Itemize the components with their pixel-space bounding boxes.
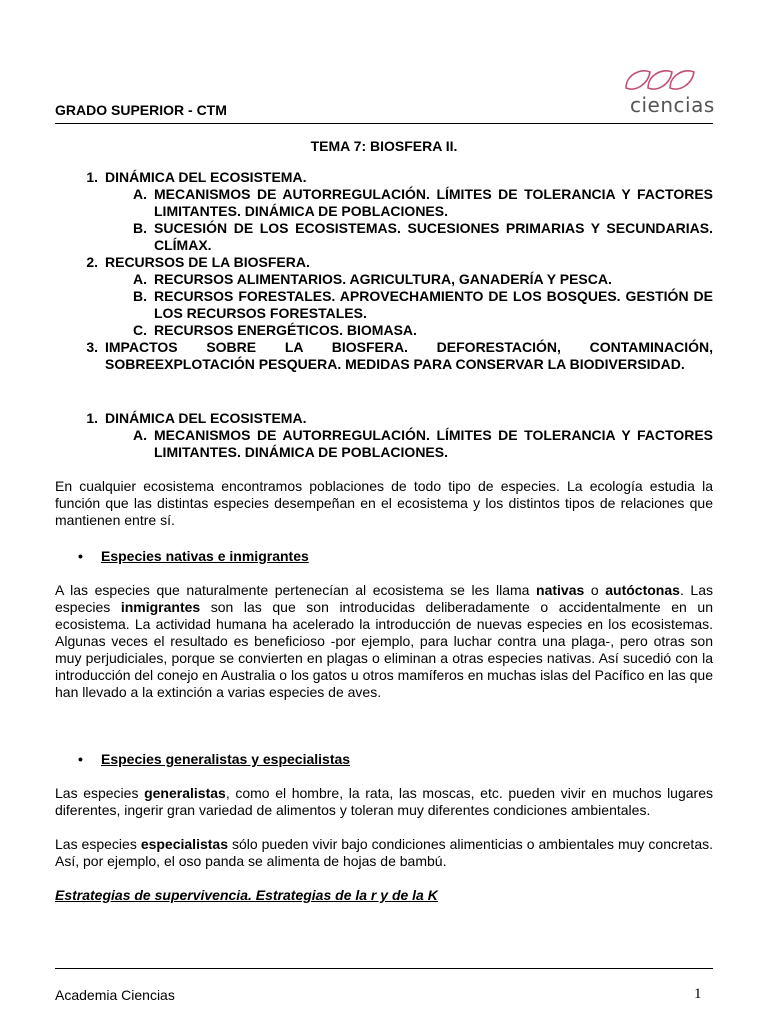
toc-num: 3. bbox=[86, 339, 98, 355]
text-run: sólo pueden vivir bajo condiciones alimenticias o ambientales muy concretas. Así, por ejemplo, el oso panda se alimenta de hojas de bambú. bbox=[55, 836, 713, 869]
section-heading bbox=[55, 410, 713, 427]
bullet-text: Especies generalistas y especialistas bbox=[101, 751, 351, 767]
section-text: DINÁMICA DEL ECOSISTEMA. bbox=[105, 410, 307, 426]
document-body bbox=[55, 138, 713, 904]
toc-item-3 bbox=[55, 339, 713, 373]
toc-text: RECURSOS DE LA BIOSFERA. bbox=[105, 254, 310, 270]
bold-term: nativas bbox=[536, 582, 585, 598]
text-run: o bbox=[584, 582, 606, 598]
toc-subitem-1b bbox=[55, 220, 713, 254]
toc-sub-text: MECANISMOS DE AUTORREGULACIÓN. LÍMITES DE TOLERANCIA Y FACTORES LIMITANTES. DINÁMICA DE POBLACIONES. bbox=[154, 186, 713, 219]
toc-sub-num: B. bbox=[133, 220, 147, 236]
bullet-heading-nativas bbox=[55, 548, 713, 565]
toc-subitem-2c bbox=[55, 322, 713, 339]
page-number: 1 bbox=[694, 986, 702, 1002]
paragraph-generalistas bbox=[55, 785, 713, 819]
bullet-icon: • bbox=[78, 548, 83, 564]
toc-num: 1. bbox=[86, 169, 98, 185]
section-sub-text: MECANISMOS DE AUTORREGULACIÓN. LÍMITES DE TOLERANCIA Y FACTORES LIMITANTES. DINÁMICA DE POBLACIONES. bbox=[154, 427, 713, 460]
toc-text: IMPACTOS SOBRE LA BIOSFERA. DEFORESTACIÓN, CONTAMINACIÓN, SOBREEXPLOTACIÓN PESQUERA. MEDIDAS PARA CONSERVAR LA BIODIVERSIDAD. bbox=[105, 339, 713, 372]
toc-sub-text: SUCESIÓN DE LOS ECOSISTEMAS. SUCESIONES PRIMARIAS Y SECUNDARIAS. CLÍMAX. bbox=[154, 220, 713, 253]
bold-term: autóctonas bbox=[605, 582, 680, 598]
text-run: . Las especies bbox=[55, 582, 713, 615]
bold-term: inmigrantes bbox=[120, 599, 201, 615]
toc bbox=[55, 169, 713, 373]
toc-subitem-2a bbox=[55, 271, 713, 288]
toc-num: 2. bbox=[86, 254, 98, 270]
toc-item-2 bbox=[55, 254, 713, 271]
section-num: 1. bbox=[86, 410, 98, 426]
strategies-heading: Estrategias de supervivencia. Estrategias de la r y de la K bbox=[55, 887, 438, 903]
page-title: TEMA 7: BIOSFERA II. bbox=[310, 138, 458, 154]
toc-sub-text: RECURSOS ALIMENTARIOS. AGRICULTURA, GANADERÍA Y PESCA. bbox=[154, 271, 612, 287]
bullet-text: Especies nativas e inmigrantes bbox=[101, 548, 309, 564]
text-run: , como el hombre, la rata, las moscas, etc. pueden vivir en muchos lugares diferentes, ingerir gran variedad de alimentos y toleran muy diferentes condiciones ambientales. bbox=[55, 785, 713, 818]
toc-text: DINÁMICA DEL ECOSISTEMA. bbox=[105, 169, 307, 185]
ciencias-logo bbox=[620, 66, 720, 118]
toc-sub-num: A. bbox=[133, 271, 147, 287]
header-label: GRADO SUPERIOR - CTM bbox=[55, 102, 227, 118]
footer-label: Academia Ciencias bbox=[55, 987, 175, 1003]
toc-sub-text: RECURSOS ENERGÉTICOS. BIOMASA. bbox=[154, 322, 417, 338]
intro-paragraph: En cualquier ecosistema encontramos poblaciones de todo tipo de especies. La ecología estudia la función que las distintas especies desempeñan en el ecosistema y los distintos tipos de relaciones que mantienen entre sí. bbox=[55, 478, 713, 528]
text-run: Las especies bbox=[55, 836, 141, 852]
toc-sub-text: RECURSOS FORESTALES. APROVECHAMIENTO DE LOS BOSQUES. GESTIÓN DE LOS RECURSOS FORESTALES. bbox=[154, 288, 713, 321]
section-subheading bbox=[55, 427, 713, 461]
logo-leaves-icon bbox=[620, 66, 720, 96]
bullet-heading-generalistas bbox=[55, 751, 713, 768]
footer-divider bbox=[55, 968, 713, 969]
text-run: son las que son introducidas deliberadamente o accidentalmente en un ecosistema. La actividad humana ha acelerado la introducción de nuevas especies en los ecosistemas. Algunas veces el resultado es beneficioso -por ejemplo, para luchar contra una plaga-, pero otras son muy perjudiciales, porque se convierten en plagas o eliminan a otras especies nativas. Así sucedió con la introducción del conejo en Australia o los gatos u otros mamíferos en muchas islas del Pacífico en las que han llevado a la extinción a varias especies de aves. bbox=[55, 599, 713, 700]
toc-sub-num: C. bbox=[133, 322, 147, 338]
toc-item-1 bbox=[55, 169, 713, 186]
bullet-icon: • bbox=[78, 751, 83, 767]
header-divider bbox=[55, 123, 713, 124]
section-sub-num: A. bbox=[133, 427, 147, 443]
paragraph-especialistas bbox=[55, 836, 713, 870]
logo-text: ciencias bbox=[630, 93, 715, 117]
bold-term: especialistas bbox=[140, 836, 228, 852]
text-run: Las especies bbox=[55, 785, 145, 801]
paragraph-nativas bbox=[55, 582, 713, 701]
text-run: A las especies que naturalmente pertenecían al ecosistema se les llama bbox=[55, 582, 537, 598]
toc-sub-num: A. bbox=[133, 186, 147, 202]
toc-subitem-1a bbox=[55, 186, 713, 220]
toc-subitem-2b bbox=[55, 288, 713, 322]
toc-sub-num: B. bbox=[133, 288, 147, 304]
bold-term: generalistas bbox=[144, 785, 226, 801]
